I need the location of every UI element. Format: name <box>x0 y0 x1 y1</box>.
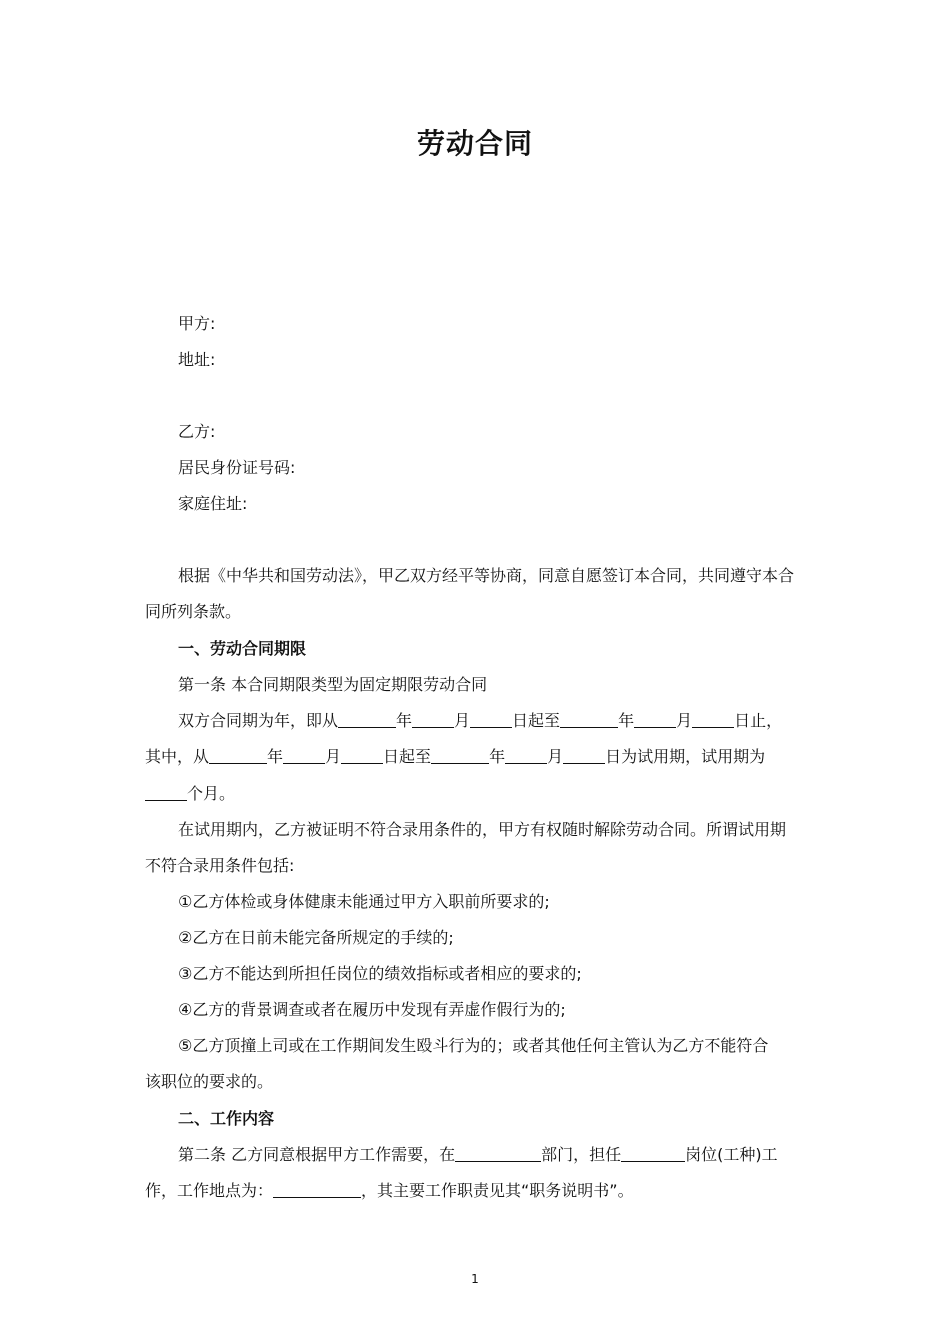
address-label: 地址: <box>178 350 216 369</box>
term-text: 年 <box>489 747 506 766</box>
section-2-heading: 二、工作内容 <box>178 1109 275 1128</box>
blank-field <box>692 711 734 728</box>
condition-2: ②乙方在日前未能完备所规定的手续的; <box>178 928 454 947</box>
term-text: 日起至 <box>512 711 561 730</box>
home-address-label: 家庭住址: <box>178 494 248 513</box>
blank-field <box>470 711 512 728</box>
term-line-1 <box>178 710 782 732</box>
page-number: 1 <box>471 1272 479 1286</box>
term-line-2 <box>145 746 765 768</box>
condition-4: ④乙方的背景调查或者在履历中发现有弄虚作假行为的; <box>178 1000 566 1019</box>
term-text: 日起至 <box>383 747 432 766</box>
condition-1: ①乙方体检或身体健康未能通过甲方入职前所要求的; <box>178 892 550 911</box>
intro-paragraph: 根据《中华共和国劳动法》，甲乙双方经平等协商，同意自愿签订本合同，共同遵守本合 <box>178 566 795 585</box>
condition-5-cont: 该职位的要求的。 <box>145 1072 274 1091</box>
blank-field <box>283 747 325 764</box>
term-text: 日为试用期，试用期为 <box>605 747 766 766</box>
probation-paragraph: 在试用期内，乙方被证明不符合录用条件的，甲方有权随时解除劳动合同。所谓试用期 <box>178 820 787 839</box>
intro-paragraph-cont: 同所列条款。 <box>145 602 242 621</box>
term-text: 日止， <box>734 711 783 730</box>
blank-field <box>209 747 267 764</box>
blank-field <box>273 1181 361 1198</box>
probation-paragraph-cont: 不符合录用条件包括: <box>145 856 295 875</box>
term-text: 月 <box>325 747 342 766</box>
blank-field <box>412 711 454 728</box>
blank-field <box>431 747 489 764</box>
term-line-3 <box>145 783 235 805</box>
term-text: 年 <box>618 711 635 730</box>
term-text: 其中，从 <box>145 747 210 766</box>
blank-field <box>634 711 676 728</box>
blank-field <box>560 711 618 728</box>
article-2-line-2 <box>145 1180 634 1202</box>
section-1-heading: 一、劳动合同期限 <box>178 639 307 658</box>
article-2-text: 岗位(工种)工 <box>685 1145 778 1164</box>
term-text: 年 <box>396 711 413 730</box>
blank-field <box>338 711 396 728</box>
blank-field <box>455 1145 541 1162</box>
blank-field <box>563 747 605 764</box>
blank-field <box>145 784 187 801</box>
party-b-label: 乙方: <box>178 422 216 441</box>
article-2-text: 作，工作地点为： <box>145 1181 274 1200</box>
term-text: 个月。 <box>187 784 236 803</box>
blank-field <box>621 1145 685 1162</box>
article-2-text: 第二条 乙方同意根据甲方工作需要，在 <box>178 1145 456 1164</box>
term-text: 双方合同期为年，即从 <box>178 711 339 730</box>
document-title: 劳动合同 <box>416 127 533 160</box>
condition-3: ③乙方不能达到所担任岗位的绩效指标或者相应的要求的; <box>178 964 582 983</box>
term-text: 月 <box>676 711 693 730</box>
article-2-text: ，其主要工作职责见其“职务说明书”。 <box>361 1181 634 1200</box>
term-text: 月 <box>454 711 471 730</box>
condition-5: ⑤乙方顶撞上司或在工作期间发生殴斗行为的；或者其他任何主管认为乙方不能符合 <box>178 1036 769 1055</box>
term-text: 年 <box>267 747 284 766</box>
party-a-label: 甲方: <box>178 314 216 333</box>
article-2-line-1 <box>178 1144 778 1166</box>
article-1: 第一条 本合同期限类型为固定期限劳动合同 <box>178 675 488 694</box>
blank-field <box>505 747 547 764</box>
id-number-label: 居民身份证号码: <box>178 458 296 477</box>
article-2-text: 部门，担任 <box>541 1145 622 1164</box>
term-text: 月 <box>547 747 564 766</box>
blank-field <box>341 747 383 764</box>
